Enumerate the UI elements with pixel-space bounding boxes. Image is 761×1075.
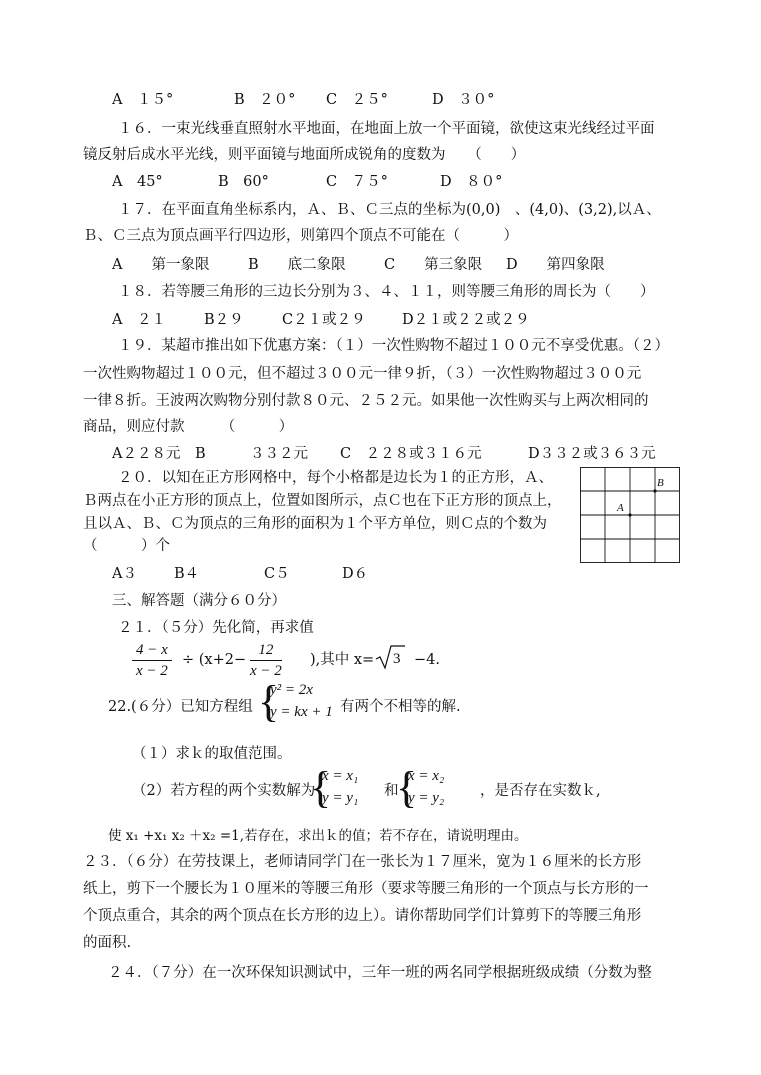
- q22-part2-pre: （2）若方程的两个实数解为: [132, 783, 316, 799]
- q16-line2: 镜反射后成水平光线，则平面镜与地面所成锐角的度数为 （ ）: [83, 147, 526, 163]
- q20-option-d: D６: [342, 566, 369, 582]
- q21-tail: −4.: [414, 652, 440, 668]
- q22-condition: 使 x₁ +x₁ x₂ ＋x₂ =1,若存在，求出ｋ的值；若不存在，请说明理由。: [108, 828, 528, 844]
- q20-option-b: B４: [174, 566, 200, 582]
- q16-option-c: C ７５°: [326, 174, 388, 190]
- point-a-label: A: [617, 502, 624, 514]
- q20-option-a: A３: [112, 566, 137, 582]
- q15-option-d: D ３０°: [432, 92, 495, 108]
- q22-part1: （１）求ｋ的取值范围。: [132, 746, 292, 762]
- q23-line2: 纸上，剪下一个腰长为１０厘米的等腰三角形（要求等腰三角形的一个顶点与长方形的一: [83, 881, 649, 897]
- q20-options: [112, 564, 368, 584]
- q22-sol2-y: y = y₂: [408, 790, 445, 806]
- q24-line1: ２４．（７分）在一次环保知识测试中，三年一班的两名同学根据班级成绩（分数为整: [108, 965, 652, 981]
- q16-option-b: B 60°: [218, 174, 269, 190]
- q18-options: [112, 310, 530, 330]
- q22-solution-2: { x = x₂ y = y₂: [396, 763, 445, 812]
- q19-line4: 商品，则应付款 （ ）: [83, 419, 294, 435]
- q18-option-c: C２１或２９: [282, 312, 366, 328]
- q21-frac1-numerator: 4 − x: [132, 640, 172, 661]
- q22-sol2-x: x = x₂: [408, 768, 445, 784]
- q21-intro: ２１．（５分）先化简，再求值: [118, 620, 314, 636]
- q21-close: ),其中 x=: [310, 652, 375, 668]
- q23-line4: 的面积.: [83, 935, 132, 951]
- q19-option-b: ３３２元: [250, 446, 308, 462]
- q20-line1: ２０．以知在正方形网格中，每个小格都是边长为１的正方形，Ａ、: [118, 470, 553, 486]
- q20-option-c: C５: [264, 566, 290, 582]
- q21-frac2-numerator: 12: [250, 640, 282, 661]
- q15-options: [112, 90, 494, 110]
- q22-and: 和: [384, 783, 399, 799]
- q16-options: [112, 172, 502, 192]
- q22-system: { y² = 2x y = kx + 1: [258, 677, 333, 726]
- q17-line1: １７．在平面直角坐标系内，Ａ、Ｂ、Ｃ三点的坐标为(0,0) 、(4,0)、(3,2),以Ａ、: [118, 202, 661, 218]
- q16-line1: １６．一束光线垂直照射水平地面，在地面上放一个平面镜，欲使这束光线经过平面: [118, 121, 655, 137]
- q15-option-c: C ２５°: [326, 92, 388, 108]
- q17-option-b: B 底二象限: [248, 257, 346, 273]
- section-heading: 三、解答题（满分６０分）: [112, 593, 286, 609]
- q19-line2: 一次性购物超过１００元，但不超过３００元一律９折，（３）一次性购物超过３００元: [83, 366, 642, 382]
- q20-line2: Ｂ两点在小正方形的顶点上，位置如图所示，点Ｃ也在下正方形的顶点上，: [83, 493, 562, 509]
- q22-solution-1: { x = x₁ y = y₁: [310, 763, 359, 812]
- q19-options: [112, 444, 656, 464]
- q21-sqrt-sign: [375, 644, 405, 670]
- q22-sol1-y: y = y₁: [322, 790, 359, 806]
- q21-fraction-1: [132, 640, 172, 681]
- q19-option-a: A２２８元 B: [112, 446, 206, 462]
- q21-frac2-denominator: x − 2: [250, 663, 282, 679]
- q18-option-a: A ２１: [112, 312, 166, 328]
- q18-line1: １８．若等腰三角形的三边长分别为３、４、１１，则等腰三角形的周长为（ ）: [118, 284, 655, 300]
- point-a: [628, 513, 631, 516]
- q16-option-a: A 45°: [112, 174, 163, 190]
- q17-option-d: D 第四象限: [506, 257, 605, 273]
- q15-option-b: B ２０°: [234, 92, 296, 108]
- q22-sol1-x: x = x₁: [322, 768, 359, 784]
- q17-option-c: C 第三象限: [384, 257, 483, 273]
- q22-part2-post: ，是否存在实数ｋ,: [480, 783, 601, 799]
- q17-options: [112, 255, 605, 275]
- q19-line1: １９．某超市推出如下优惠方案：（１）一次性购物不超过１００元不享受优惠。（２）: [118, 338, 669, 354]
- q22-intro: 22.(６分）已知方程组: [108, 699, 253, 715]
- q21-fraction-2: [250, 640, 282, 681]
- q20-grid-figure: [580, 467, 680, 563]
- q23-line1: ２３．（６分）在劳技课上，老师请同学门在一张长为１７厘米，宽为１６厘米的长方形: [83, 854, 642, 870]
- q22-eq2: y = kx + 1: [270, 704, 333, 720]
- q18-option-d: D２１或２２或２９: [402, 312, 530, 328]
- q16-option-d: D ８０°: [440, 174, 503, 190]
- q19-line3: 一律８折。王波两次购物分别付款８０元、２５２元。如果他一次性购买与上两次相同的: [83, 393, 649, 409]
- q19-option-d: D３３２或３６３元: [528, 446, 656, 462]
- point-b-label: B: [657, 477, 664, 489]
- q22-eq1: y² = 2x: [270, 682, 313, 698]
- q18-option-b: B２９: [204, 312, 244, 328]
- q17-line2: Ｂ、Ｃ三点为顶点画平行四边形，则第四个顶点不可能在（ ）: [83, 228, 518, 244]
- q15-option-a: A １５°: [112, 92, 174, 108]
- q19-option-c: C ２２８或３１６元: [340, 446, 482, 462]
- q21-frac1-denominator: x − 2: [136, 663, 168, 679]
- q23-line3: 个顶点重合，其余的两个顶点在长方形的边上）。请你帮助同学们计算剪下的等腰三角形: [83, 908, 642, 924]
- q22-after: 有两个不相等的解.: [340, 699, 461, 715]
- q20-line3: 且以Ａ、Ｂ、Ｃ为顶点的三角形的面积为１个平方单位，则Ｃ点的个数为: [83, 516, 547, 532]
- q21-sqrt-value: 3: [393, 651, 401, 667]
- q20-line4: （ ）个: [83, 538, 170, 554]
- q21-divide: ÷ (x+2−: [182, 652, 247, 668]
- q17-option-a: A 第一象限: [112, 257, 210, 273]
- point-b: [653, 489, 656, 492]
